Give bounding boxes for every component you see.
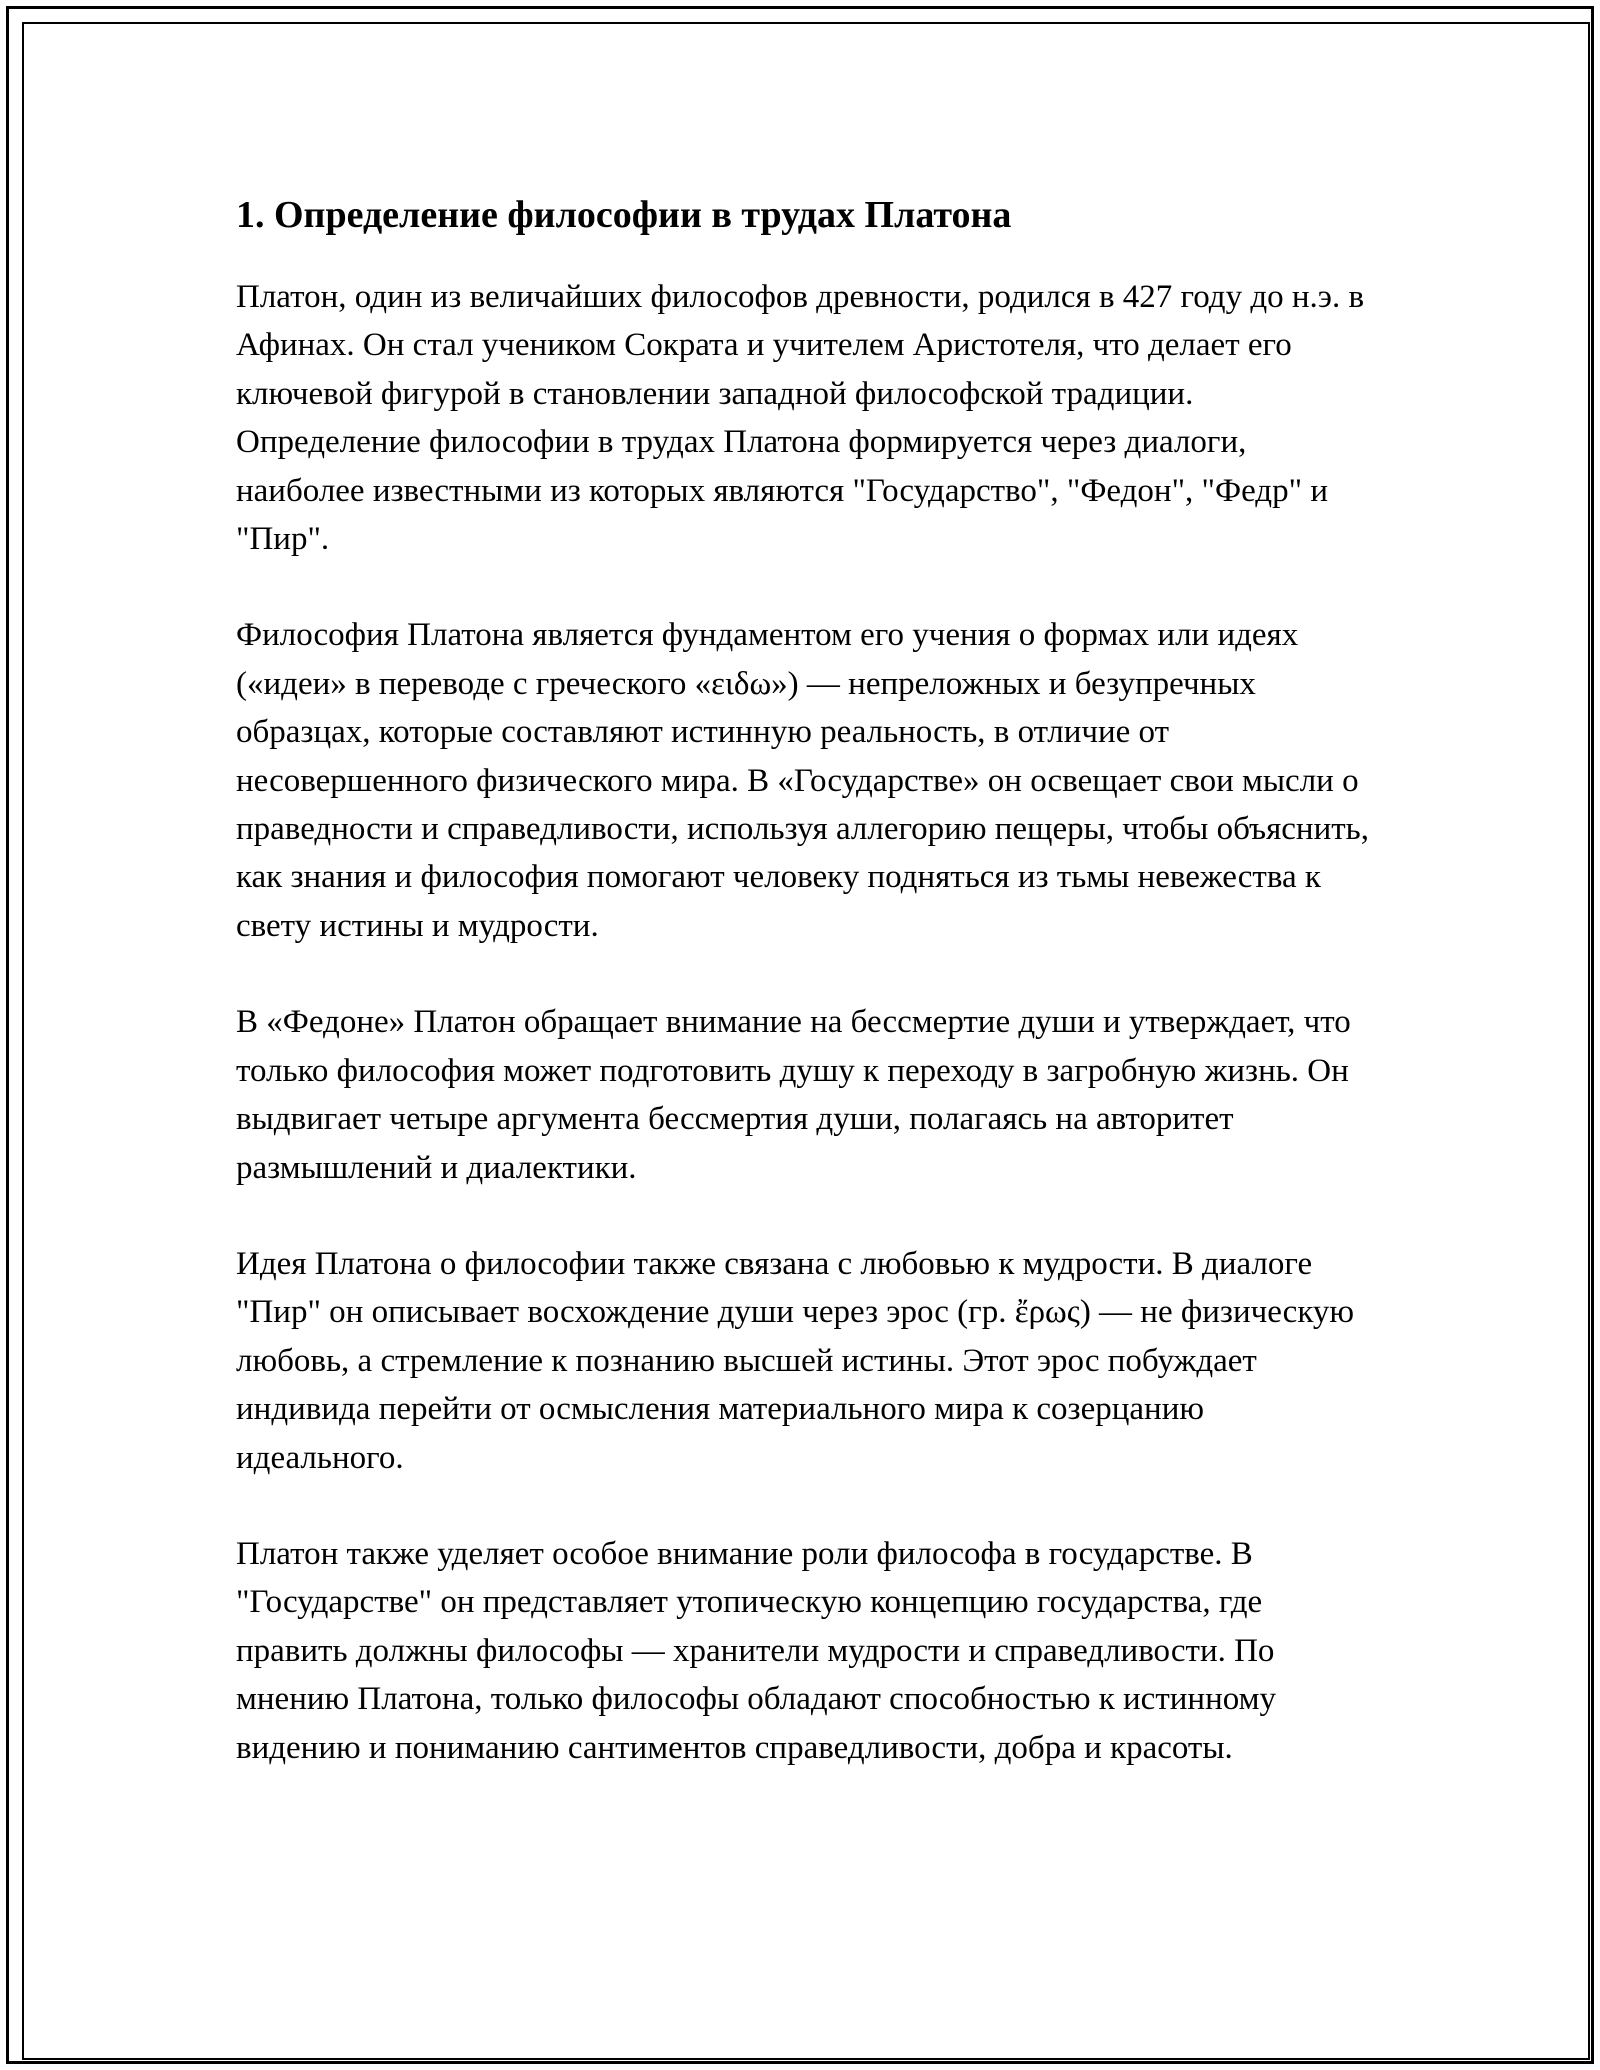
document-body [236, 185, 1376, 1820]
paragraph-2: Философия Платона является фундаментом его учения о формах или идеях («идеи» в переводе с греческого «ειδω») — непреложных и безупречных образцах, которые составляют истинную реальность, в отличие от несовершенного физического мира. В «Государстве» он освещает свои мысли о праведности и справедливости, используя аллегорию пещеры, чтобы объяснить, как знания и философия помогают человеку подняться из тьмы невежества к свету истины и мудрости. [236, 617, 1369, 944]
paragraph-5: Платон также уделяет особое внимание роли философа в государстве. В "Государстве" он представляет утопическую концепцию государства, где править должны философы — хранители мудрости и справедливости. По мнению Платона, только философы обладают способностью к истинному видению и пониманию сантиментов справедливости, добра и красоты. [236, 1535, 1276, 1766]
paragraph-3: В «Федоне» Платон обращает внимание на бессмертие души и утверждает, что только философия может подготовить душу к переходу в загробную жизнь. Он выдвигает четыре аргумента бессмертия души, полагаясь на авторитет размышлений и диалектики. [236, 1004, 1351, 1186]
paragraph-1: Платон, один из величайших философов древности, родился в 427 году до н.э. в Афинах. Он стал учеником Сократа и учителем Аристотеля, что делает его ключевой фигурой в становлении западной философской традиции. Определение философии в трудах Платона формируется через диалоги, наиболее известными из которых являются "Государство", "Федон", "Федр" и "Пир". [236, 279, 1365, 558]
section-heading: 1. Определение философии в трудах Платона [236, 194, 1012, 236]
paragraph-4: Идея Платона о философии также связана с любовью к мудрости. В диалоге "Пир" он описывает восхождение души через эрос (гр. ἔρως) — не физическую любовь, а стремление к познанию высшей истины. Этот эрос побуждает индивида перейти от осмысления материального мира к созерцанию идеального. [236, 1245, 1355, 1476]
